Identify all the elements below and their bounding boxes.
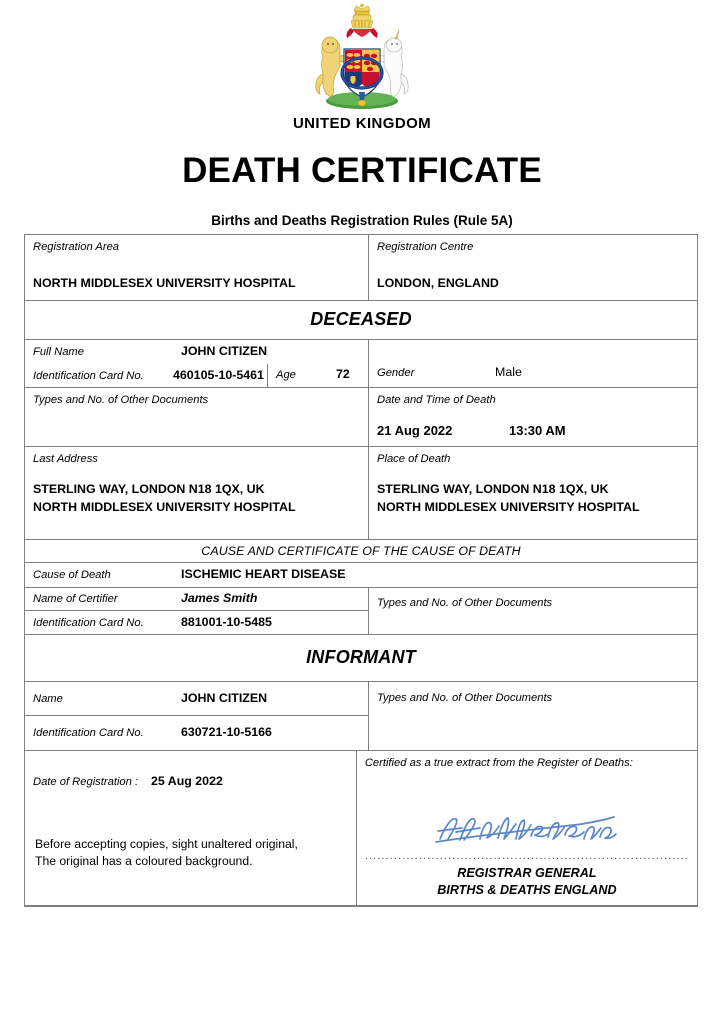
certifier-name-field	[25, 588, 368, 611]
certifier-id-label: Identification Card No.	[33, 616, 144, 629]
registrar-signature	[365, 809, 689, 849]
royal-coat-of-arms-icon	[307, 4, 417, 112]
registration-centre-cell	[369, 235, 697, 300]
address-row	[25, 447, 697, 540]
deceased-section-row	[25, 301, 697, 340]
copy-notice-line2: The original has a coloured background.	[35, 854, 253, 869]
informant-name-label: Name	[33, 693, 63, 706]
cause-of-death-cell	[25, 563, 697, 586]
copy-notice	[25, 828, 368, 880]
gender-value: Male	[495, 365, 522, 380]
last-address-line2: NORTH MIDDLESEX UNIVERSITY HOSPITAL	[33, 499, 296, 514]
deceased-id-age-row	[25, 364, 368, 387]
country-label: UNITED KINGDOM	[292, 115, 432, 132]
deceased-other-documents-label: Types and No. of Other Documents	[33, 394, 209, 407]
age-value: 72	[336, 366, 350, 381]
cause-of-death-field	[25, 563, 697, 586]
deceased-section-title: DECEASED	[310, 309, 412, 330]
certificate-table	[24, 234, 698, 907]
full-name-field	[25, 340, 368, 363]
certifier-other-documents-cell	[369, 588, 697, 634]
registration-centre-value: LONDON, ENGLAND	[377, 276, 499, 291]
gender-field	[369, 362, 697, 384]
deceased-age-field	[268, 364, 368, 387]
place-of-death-label: Place of Death	[377, 453, 451, 466]
full-name-value: JOHN CITIZEN	[181, 344, 268, 359]
cause-section-title: CAUSE AND CERTIFICATE OF THE CAUSE OF DEATH	[201, 544, 521, 559]
last-address-line1: STERLING WAY, LONDON N18 1QX, UK	[33, 482, 265, 497]
certification-cell	[357, 751, 697, 905]
deceased-docs-datetime-row	[25, 388, 697, 447]
informant-section-row	[25, 635, 697, 682]
registration-area-value: NORTH MIDDLESEX UNIVERSITY HOSPITAL	[33, 276, 296, 291]
registration-date-value: 25 Aug 2022	[151, 773, 223, 788]
informant-id-field	[25, 716, 368, 749]
deceased-identity-row	[25, 340, 697, 388]
deceased-id-value: 460105-10-5461	[173, 367, 264, 382]
informant-identity-row	[25, 682, 697, 751]
deceased-id-field	[25, 364, 268, 387]
cause-of-death-value: ISCHEMIC HEART DISEASE	[181, 567, 346, 582]
document-header	[0, 0, 724, 228]
gender-label: Gender	[377, 367, 415, 380]
last-address-label: Last Address	[33, 453, 98, 466]
full-name-label: Full Name	[33, 346, 84, 359]
deceased-gender-cell	[369, 340, 697, 387]
registration-centre-label: Registration Centre	[377, 241, 474, 253]
informant-section-title: INFORMANT	[306, 647, 416, 668]
document-subtitle: Births and Deaths Registration Rules (Rule 5A)	[211, 213, 513, 228]
copy-notice-line1: Before accepting copies, sight unaltered original,	[35, 837, 298, 851]
cause-of-death-label: Cause of Death	[33, 569, 111, 582]
certifier-id-value: 881001-10-5485	[181, 614, 272, 629]
age-label: Age	[276, 368, 296, 381]
last-address-cell	[25, 447, 369, 539]
place-of-death-cell	[369, 447, 697, 539]
death-date-value: 21 Aug 2022	[377, 423, 453, 439]
registration-date-label: Date of Registration :	[33, 775, 139, 788]
registration-area-cell	[25, 235, 369, 300]
informant-id-label: Identification Card No.	[33, 727, 144, 740]
informant-other-documents-cell	[369, 682, 697, 750]
certified-extract-label: Certified as a true extract from the Register of Deaths:	[364, 756, 633, 769]
registrar-title-line2: BIRTHS & DEATHS ENGLAND	[437, 882, 617, 897]
certifier-name-value: James Smith	[181, 590, 258, 605]
certifier-other-documents-label: Types and No. of Other Documents	[377, 596, 553, 609]
page-title: DEATH CERTIFICATE	[182, 151, 542, 190]
signature-dotted-line: ..............................................................................	[364, 850, 689, 862]
place-of-death-line2: NORTH MIDDLESEX UNIVERSITY HOSPITAL	[377, 499, 640, 514]
certifier-left	[25, 588, 369, 634]
informant-id-value: 630721-10-5166	[181, 725, 272, 740]
certifier-id-field	[25, 611, 368, 634]
registration-area-label: Registration Area	[33, 241, 120, 253]
cause-section-row	[25, 540, 697, 563]
death-datetime-label: Date and Time of Death	[377, 394, 496, 407]
informant-name-field	[25, 682, 368, 716]
deceased-id-label: Identification Card No.	[33, 369, 144, 382]
certifier-name-label: Name of Certifier	[33, 592, 118, 605]
informant-other-documents-label: Types and No. of Other Documents	[377, 692, 553, 705]
informant-identity-left	[25, 682, 369, 750]
deceased-identity-left	[25, 340, 369, 387]
cause-of-death-row	[25, 563, 697, 587]
registration-row	[25, 235, 697, 301]
registrar-title-line1: REGISTRAR GENERAL	[457, 865, 597, 880]
deceased-other-documents-cell	[25, 388, 369, 446]
death-time-value: 13:30 AM	[509, 423, 566, 439]
death-datetime-cell	[369, 388, 697, 446]
informant-name-value: JOHN CITIZEN	[181, 691, 268, 706]
signature-icon	[432, 809, 622, 849]
place-of-death-line1: STERLING WAY, LONDON N18 1QX, UK	[377, 482, 609, 497]
certifier-row	[25, 588, 697, 635]
